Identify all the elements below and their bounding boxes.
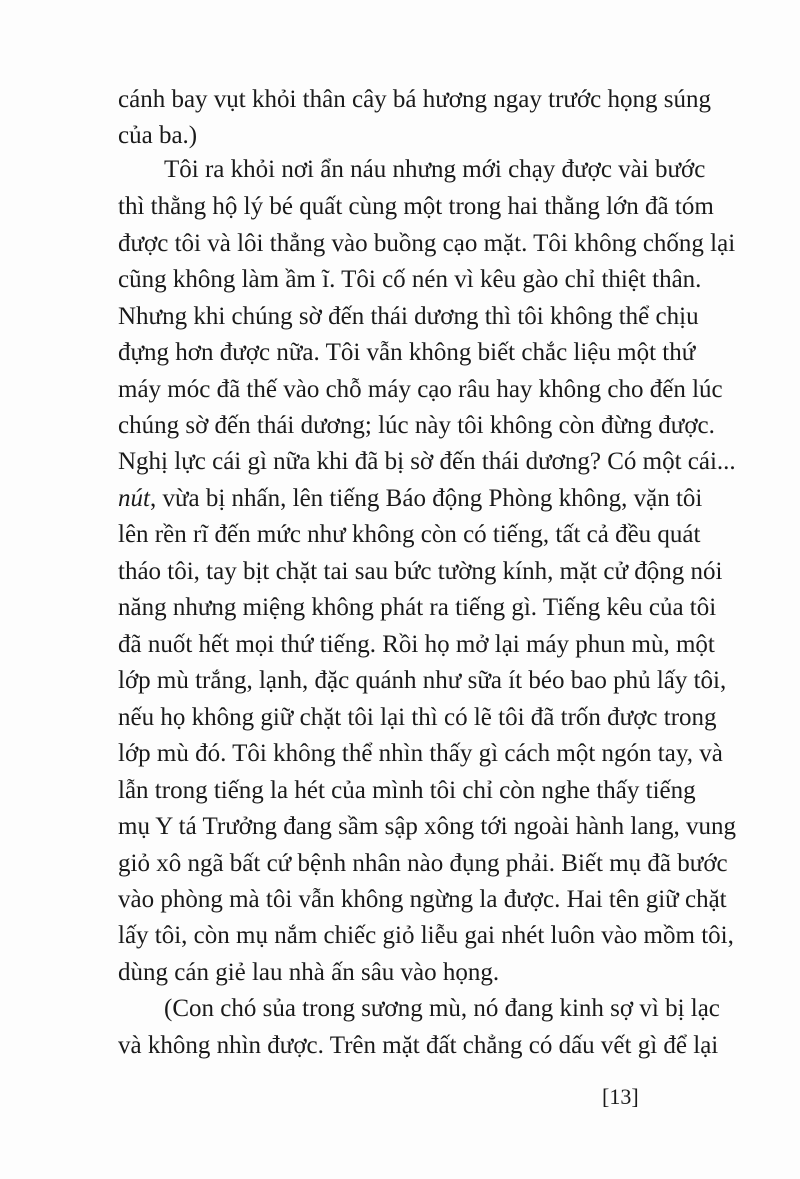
text-line: năng nhưng miệng không phát ra tiếng gì. Tiếng kêu của tôi bbox=[118, 594, 717, 621]
text-line: lên rền rĩ đến mức như không còn có tiếng, tất cả đều quát bbox=[118, 521, 701, 548]
text-line: lẫn trong tiếng la hét của mình tôi chỉ còn nghe thấy tiếng bbox=[118, 777, 696, 804]
text-line: Nghị lực cái gì nữa khi đã bị sờ đến thái dương? Có một cái... bbox=[118, 448, 736, 475]
italic-word: nút bbox=[118, 485, 150, 512]
text-line: lớp mù trắng, lạnh, đặc quánh như sữa ít béo bao phủ lấy tôi, bbox=[118, 667, 727, 694]
text-line: máy móc đã thế vào chỗ máy cạo râu hay không cho đến lúc bbox=[118, 376, 723, 403]
text-line: vào phòng mà tôi vẫn không ngừng la được. Hai tên giữ chặt bbox=[118, 886, 727, 913]
text-line: cũng không làm ầm ĩ. Tôi cố nén vì kêu gào chỉ thiệt thân. bbox=[118, 266, 702, 293]
text-line: giỏ xô ngã bất cứ bệnh nhân nào đụng phải. Biết mụ đã bước bbox=[118, 850, 728, 877]
text-line: dùng cán giẻ lau nhà ấn sâu vào họng. bbox=[118, 959, 500, 986]
text-line: chúng sờ đến thái dương; lúc này tôi không còn đừng được. bbox=[118, 412, 715, 439]
text-line: Nhưng khi chúng sờ đến thái dương thì tôi không thể chịu bbox=[118, 303, 699, 330]
text-line: thì thằng hộ lý bé quất cùng một trong hai thằng lớn đã tóm bbox=[118, 193, 714, 220]
text-line: của ba.) bbox=[118, 122, 198, 149]
text-line-with-italic bbox=[118, 481, 703, 517]
text-line: (Con chó sủa trong sương mù, nó đang kinh sợ vì bị lạc bbox=[164, 995, 720, 1022]
page-number: [13] bbox=[602, 1084, 639, 1109]
text-line: lấy tôi, còn mụ nắm chiếc giỏ liễu gai nhét luôn vào mồm tôi, bbox=[118, 922, 734, 949]
text-line: lớp mù đó. Tôi không thể nhìn thấy gì cách một ngón tay, và bbox=[118, 740, 723, 767]
text-line: mụ Y tá Trưởng đang sầm sập xông tới ngoài hành lang, vung bbox=[118, 813, 736, 840]
text-line: được tôi và lôi thẳng vào buồng cạo mặt. Tôi không chống lại bbox=[118, 230, 736, 257]
text-line: và không nhìn được. Trên mặt đất chẳng có dấu vết gì để lại bbox=[118, 1032, 719, 1059]
text-line: cánh bay vụt khỏi thân cây bá hương ngay trước họng súng bbox=[118, 86, 711, 113]
text-line: Tôi ra khỏi nơi ẩn náu nhưng mới chạy được vài bước bbox=[164, 156, 706, 183]
text-line: đã nuốt hết mọi thứ tiếng. Rồi họ mở lại máy phun mù, một bbox=[118, 631, 715, 658]
text-line-rest: , vừa bị nhấn, lên tiếng Báo động Phòng không, vặn tôi bbox=[149, 485, 703, 512]
text-line: tháo tôi, tay bịt chặt tai sau bức tường kính, mặt cử động nói bbox=[118, 558, 723, 585]
text-line: nếu họ không giữ chặt tôi lại thì có lẽ tôi đã trốn được trong bbox=[118, 704, 717, 731]
text-line: đựng hơn được nữa. Tôi vẫn không biết chắc liệu một thứ bbox=[118, 339, 696, 366]
